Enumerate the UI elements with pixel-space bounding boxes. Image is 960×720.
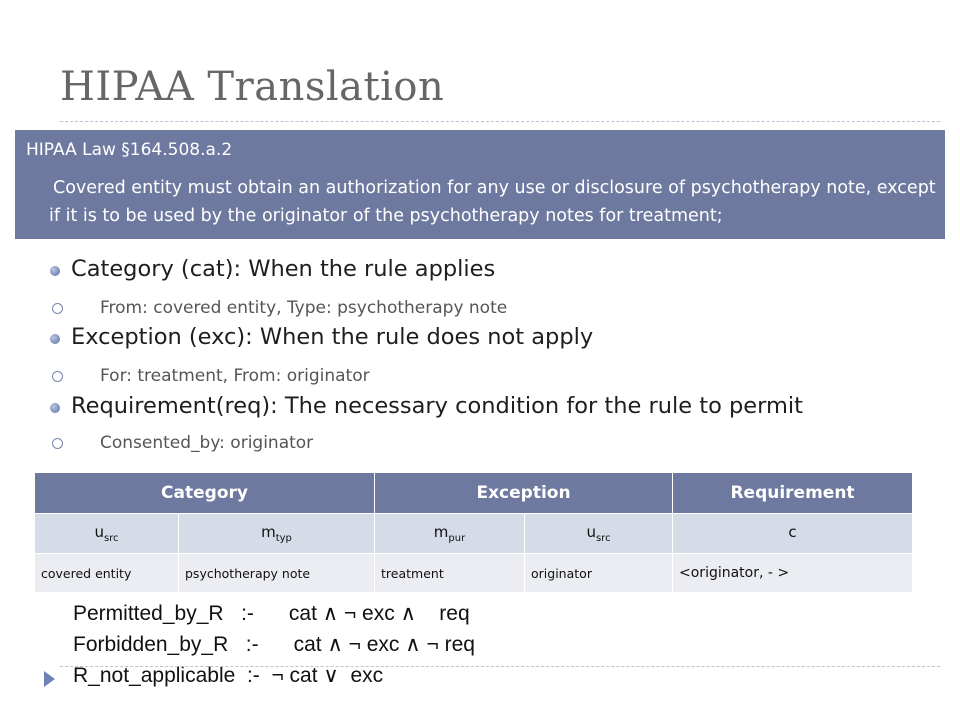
symbol-cell: c xyxy=(673,514,913,554)
law-text: Covered entity must obtain an authorization for any use or disclosure of psychotherapy note, except if it is to be used by the originator of the psychotherapy notes for treatment; xyxy=(49,178,936,226)
value-cell: <originator, - > xyxy=(673,554,913,593)
footer-divider xyxy=(60,666,940,667)
sub-bullet-requirement: Consented_by: originator xyxy=(50,433,313,453)
header-requirement: Requirement xyxy=(673,473,913,514)
bullet-exception: Exception (exc): When the rule does not apply xyxy=(50,324,593,350)
value-cell: originator xyxy=(525,554,673,593)
sub-bullet-exception: For: treatment, From: originator xyxy=(50,366,370,386)
rule-definitions xyxy=(73,598,475,691)
rule-table xyxy=(34,472,913,593)
rule-not-applicable: R_not_applicable :- ¬ cat ∨ exc xyxy=(73,664,384,687)
header-category: Category xyxy=(35,473,375,514)
table-row-symbols xyxy=(35,514,913,554)
value-cell: covered entity xyxy=(35,554,179,593)
rule-permitted: Permitted_by_R :- cat ∧ ¬ exc ∧ req xyxy=(73,602,470,625)
law-title: HIPAA Law §164.508.a.2 xyxy=(26,140,233,160)
bullet-category: Category (cat): When the rule applies xyxy=(50,256,495,282)
rule-forbidden: Forbidden_by_R :- cat ∧ ¬ exc ∧ ¬ req xyxy=(73,633,475,656)
bullet-requirement: Requirement(req): The necessary condition for the rule to permit xyxy=(50,393,803,419)
value-cell: psychotherapy note xyxy=(179,554,375,593)
symbol-cell: $m_{typ}$ xyxy=(179,514,375,554)
table-row-values xyxy=(35,554,913,593)
value-cell: treatment xyxy=(375,554,525,593)
symbol-cell: $u_{src}$ xyxy=(525,514,673,554)
sub-bullet-category: From: covered entity, Type: psychotherapy note xyxy=(50,298,507,318)
arrow-right-icon xyxy=(44,671,55,687)
symbol-cell: $u_{src}$ xyxy=(35,514,179,554)
slide-title: HIPAA Translation xyxy=(60,64,445,110)
law-box xyxy=(15,130,945,239)
table-header-row xyxy=(35,473,913,514)
title-divider xyxy=(60,121,940,122)
header-exception: Exception xyxy=(375,473,673,514)
symbol-cell: $m_{pur}$ xyxy=(375,514,525,554)
